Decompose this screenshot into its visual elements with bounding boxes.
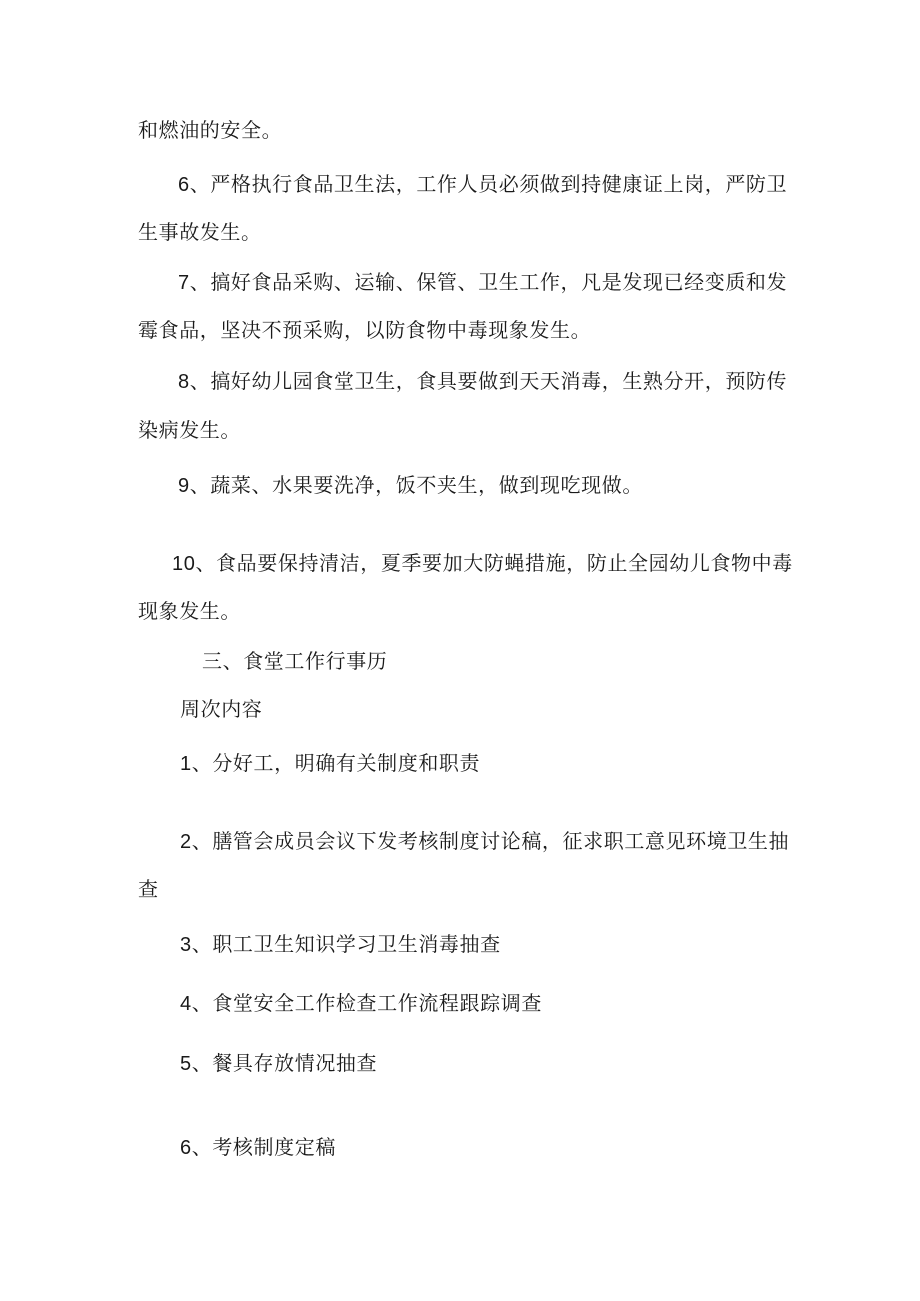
schedule-item-text: 、考核制度定稿	[191, 1135, 336, 1159]
schedule-item-text: 、职工卫生知识学习卫生消毒抽查	[191, 932, 501, 956]
schedule-item-text-cont: 查	[138, 877, 159, 901]
schedule-item-text: 、餐具存放情况抽查	[191, 1051, 378, 1075]
rule-10-line1	[172, 551, 793, 576]
rule-9-line1	[178, 473, 643, 498]
schedule-item-number: 2	[180, 831, 192, 853]
rule-10-line2	[138, 599, 241, 623]
schedule-item-number: 6	[180, 1137, 192, 1159]
continuation-text: 和燃油的安全。	[138, 118, 283, 142]
schedule-item-4	[180, 991, 542, 1016]
schedule-item-5	[180, 1051, 377, 1076]
schedule-item-3	[180, 932, 501, 957]
rule-7-line1	[178, 270, 787, 295]
rule-6-text: 、严格执行食品卫生法，工作人员必须做到持健康证上岗，严防卫	[189, 172, 788, 196]
rule-7-number: 7	[178, 272, 190, 294]
schedule-item-2-cont	[138, 877, 159, 901]
rule-7-text-cont: 霉食品，坚决不预采购，以防食物中毒现象发生。	[138, 318, 592, 342]
schedule-item-text: 、食堂安全工作检查工作流程跟踪调查	[191, 991, 542, 1015]
schedule-item-number: 3	[180, 934, 192, 956]
schedule-item-number: 4	[180, 993, 192, 1015]
rule-9-text: 、蔬菜、水果要洗净，饭不夹生，做到现吃现做。	[189, 473, 643, 497]
rule-8-text-cont: 染病发生。	[138, 418, 241, 442]
schedule-item-number: 1	[180, 753, 192, 775]
rule-8-line2	[138, 418, 241, 442]
schedule-item-number: 5	[180, 1053, 192, 1075]
rule-8-line1	[178, 369, 787, 394]
rule-10-text: 、食品要保持清洁，夏季要加大防蝇措施，防止全园幼儿食物中毒	[195, 551, 793, 575]
rule-7-line2	[138, 318, 591, 342]
rule-8-number: 8	[178, 371, 190, 393]
rule-6-text-cont: 生事故发生。	[138, 220, 262, 244]
rule-9-number: 9	[178, 475, 190, 497]
schedule-item-text: 、分好工，明确有关制度和职责	[191, 751, 481, 775]
rule-6-line1	[178, 172, 787, 197]
rule-8-text: 、搞好幼儿园食堂卫生，食具要做到天天消毒，生熟分开，预防传	[189, 369, 788, 393]
rule-6-number: 6	[178, 174, 190, 196]
rule-10-number: 10	[172, 553, 196, 575]
rule-6-line2	[138, 220, 262, 244]
section-heading	[202, 649, 387, 673]
continuation-line	[138, 118, 282, 142]
schedule-item-1	[180, 751, 480, 776]
table-header-text: 周次内容	[180, 697, 263, 721]
rule-10-text-cont: 现象发生。	[138, 599, 241, 623]
section-heading-text: 三、食堂工作行事历	[202, 649, 388, 673]
schedule-item-6	[180, 1135, 336, 1160]
table-header	[180, 697, 262, 721]
schedule-item-2	[180, 829, 789, 854]
rule-7-text: 、搞好食品采购、运输、保管、卫生工作，凡是发现已经变质和发	[189, 270, 788, 294]
schedule-item-text: 、膳管会成员会议下发考核制度讨论稿，征求职工意见环境卫生抽	[191, 829, 790, 853]
